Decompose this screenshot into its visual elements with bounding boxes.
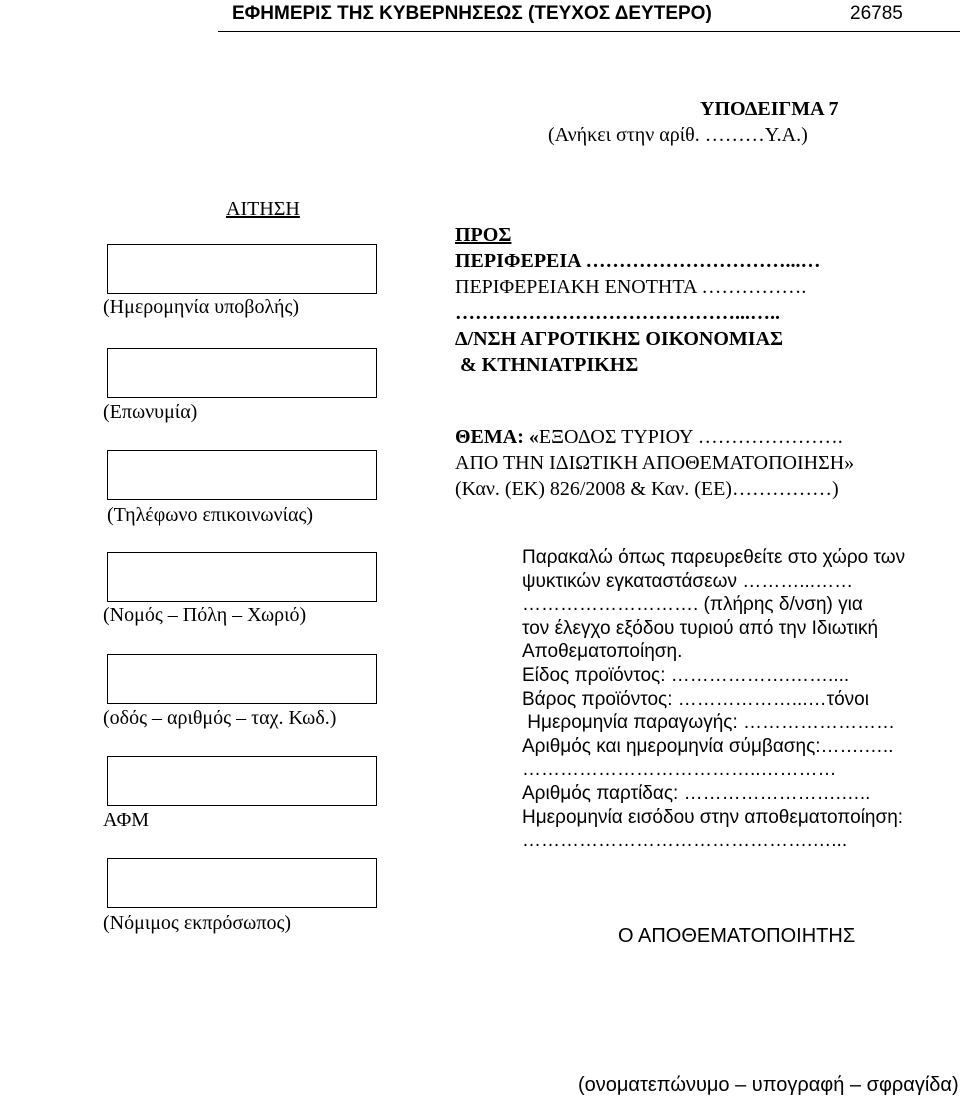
subject-label: ΘΕΜΑ: « [455, 426, 539, 448]
body-line: Ημερομηνία εισόδου στην αποθεματοποίηση: [522, 806, 904, 828]
legal-representative-field[interactable] [107, 858, 377, 908]
gazette-title: ΕΦΗΜΕΡΙΣ ΤΗΣ ΚΥΒΕΡΝΗΣΕΩΣ (ΤΕΥΧΟΣ ΔΕΥΤΕΡΟ) [232, 3, 712, 24]
body-line: ……………………………………….…... [522, 830, 848, 852]
body-line: τον έλεγχο εξόδου τυριού από την Ιδιωτική [522, 617, 879, 639]
phone-label: (Τηλέφωνο επικοινωνίας) [107, 504, 314, 526]
company-name-field[interactable] [107, 348, 377, 398]
prefecture-city-village-label: (Νομός – Πόλη – Χωριό) [103, 604, 307, 626]
signature-note: (ονοματεπώνυμο – υπογραφή – σφραγίδα) [578, 1074, 959, 1096]
template-subtitle: (Ανήκει στην αρίθ. ………Υ.Α.) [548, 124, 808, 146]
body-line: ………………………………..………… [522, 759, 837, 781]
body-line: Βάρος προϊόντος: ………………...…τόνοι [522, 688, 869, 710]
subject-line1-bold: ΕΞΟΔΟΣ [538, 426, 617, 448]
recipient-regional-unit: ΠΕΡΙΦΕΡΕΙΑΚΗ ΕΝΟΤΗΤΑ ……………. [455, 276, 807, 298]
body-line: ………………………. (πλήρης δ/νση) για [522, 594, 863, 616]
template-title: ΥΠΟΔΕΙΓΜΑ 7 [700, 98, 839, 120]
subject-line2: ΑΠΟ ΤΗΝ ΙΔΙΩΤΙΚΗ ΑΠΟΘΕΜΑΤΟΠΟΙΗΣΗ» [455, 452, 855, 474]
subject-line1-rest: ΤΥΡΙΟΥ …………………. [616, 426, 843, 448]
recipient-to: ΠΡΟΣ [455, 224, 512, 246]
body-line: Ημερομηνία παραγωγής: …………………… [522, 712, 896, 734]
body-line: ψυκτικών εγκαταστάσεων ………...…… [522, 570, 854, 592]
recipient-directorate: Δ/ΝΣΗ ΑΓΡΟΤΙΚΗΣ ΟΙΚΟΝΟΜΙΑΣ [455, 328, 784, 350]
header-divider [218, 31, 960, 32]
body-line: Είδος προϊόντος: ……………….…….... [522, 664, 850, 686]
legal-representative-label: (Νόμιμος εκπρόσωπος) [103, 912, 292, 934]
subject-line3: (Καν. (ΕΚ) 826/2008 & Καν. (ΕΕ)……………) [455, 478, 839, 500]
request-body [522, 546, 905, 853]
tax-id-label: ΑΦΜ [103, 809, 150, 831]
tax-id-field[interactable] [107, 756, 377, 806]
recipient-region: ΠΕΡΙΦΕΡΕΙΑ …………………………...… [455, 250, 821, 272]
body-line: Παρακαλώ όπως παρευρεθείτε στο χώρο των [522, 547, 906, 568]
page-number: 26785 [850, 3, 903, 24]
prefecture-city-village-field[interactable] [107, 552, 377, 602]
subject-block [455, 424, 854, 502]
signer-title: Ο ΑΠΟΘΕΜΑΤΟΠΟΙΗΤΗΣ [618, 925, 856, 947]
submission-date-field[interactable] [107, 244, 377, 294]
recipient-block [455, 222, 821, 378]
application-heading: ΑΙΤΗΣΗ [226, 198, 300, 220]
phone-field[interactable] [107, 450, 377, 500]
street-address-label: (οδός – αριθμός – ταχ. Κωδ.) [103, 707, 337, 729]
recipient-veterinary: & ΚΤΗΝΙΑΤΡΙΚΗΣ [455, 354, 639, 376]
submission-date-label: (Ημερομηνία υποβολής) [103, 296, 300, 318]
body-line: Αριθμός και ημερομηνία σύμβασης:…….….. [522, 735, 894, 757]
body-line: Αποθεματοποίηση. [522, 641, 683, 663]
body-line: Αριθμός παρτίδας: …………………….….. [522, 782, 871, 804]
recipient-dots-line: ……………………………………...….. [455, 302, 780, 324]
street-address-field[interactable] [107, 654, 377, 704]
company-name-label: (Επωνυμία) [103, 401, 198, 423]
